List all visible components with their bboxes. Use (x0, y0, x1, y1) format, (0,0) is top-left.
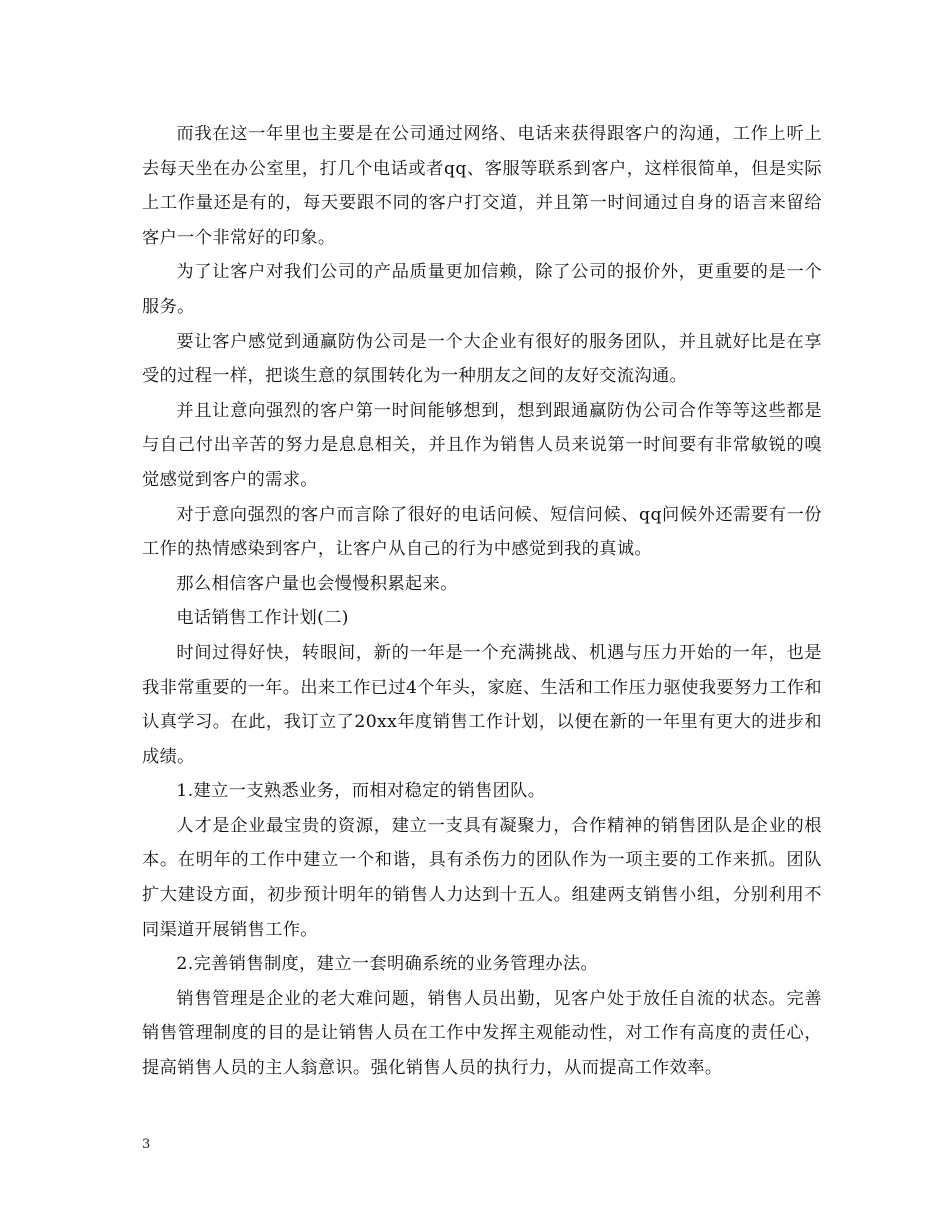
section-heading: 电话销售工作计划(二) (176, 608, 349, 629)
paragraph-8: 人才是企业最宝贵的资源，建立一支具有凝聚力，合作精神的销售团队是企业的根本。在明年的工作中建立一个和谐，具有杀伤力的团队作为一项主要的工作来抓。团队扩大建设方面，初步预计明年的销售人力达到十五人。组建两支销售小组，分别利用不同渠道开展销售工作。 (142, 815, 822, 940)
paragraph-3: 要让客户感觉到通赢防伪公司是一个大企业有很好的服务团队，并且就好比是在享受的过程一样，把谈生意的氛围转化为一种朋友之间的友好交流沟通。 (142, 331, 822, 387)
paragraph-7: 时间过得好快，转眼间，新的一年是一个充满挑战、机遇与压力开始的一年，也是我非常重要的一年。出来工作已过4个年头，家庭、生活和工作压力驱使我要努力工作和认真学习。在此，我订立了20xx年度销售工作计划，以便在新的一年里有更大的进步和成绩。 (142, 642, 822, 767)
paragraph-2: 为了让客户对我们公司的产品质量更加信赖，除了公司的报价外，更重要的是一个服务。 (142, 262, 822, 317)
numbered-item-2: 2.完善销售制度，建立一套明确系统的业务管理办法。 (176, 954, 599, 975)
numbered-item-1: 1.建立一支熟悉业务，而相对稳定的销售团队。 (176, 781, 546, 802)
paragraph-6: 那么相信客户量也会慢慢积累起来。 (176, 573, 458, 594)
paragraph-9: 销售管理是企业的老大难问题，销售人员出勤，见客户处于放任自流的状态。完善销售管理制度的目的是让销售人员在工作中发挥主观能动性，对工作有高度的责任心，提高销售人员的主人翁意识。强化销售人员的执行力，从而提高工作效率。 (142, 988, 822, 1079)
paragraph-4: 并且让意向强烈的客户第一时间能够想到，想到跟通赢防伪公司合作等等这些都是与自己付出辛苦的努力是息息相关，并且作为销售人员来说第一时间要有非常敏锐的嗅觉感觉到客户的需求。 (142, 400, 822, 490)
paragraph-5: 对于意向强烈的客户而言除了很好的电话问候、短信问候、qq问候外还需要有一份工作的热情感染到客户，让客户从自己的行为中感觉到我的真诚。 (142, 504, 822, 560)
page-number: 3 (142, 1137, 151, 1152)
document-body (142, 117, 822, 1086)
paragraph-1: 而我在这一年里也主要是在公司通过网络、电话来获得跟客户的沟通，工作上听上去每天坐在办公室里，打几个电话或者qq、客服等联系到客户，这样很简单，但是实际上工作量还是有的，每天要跟不同的客户打交道，并且第一时间通过自身的语言来留给客户一个非常好的印象。 (142, 124, 822, 248)
